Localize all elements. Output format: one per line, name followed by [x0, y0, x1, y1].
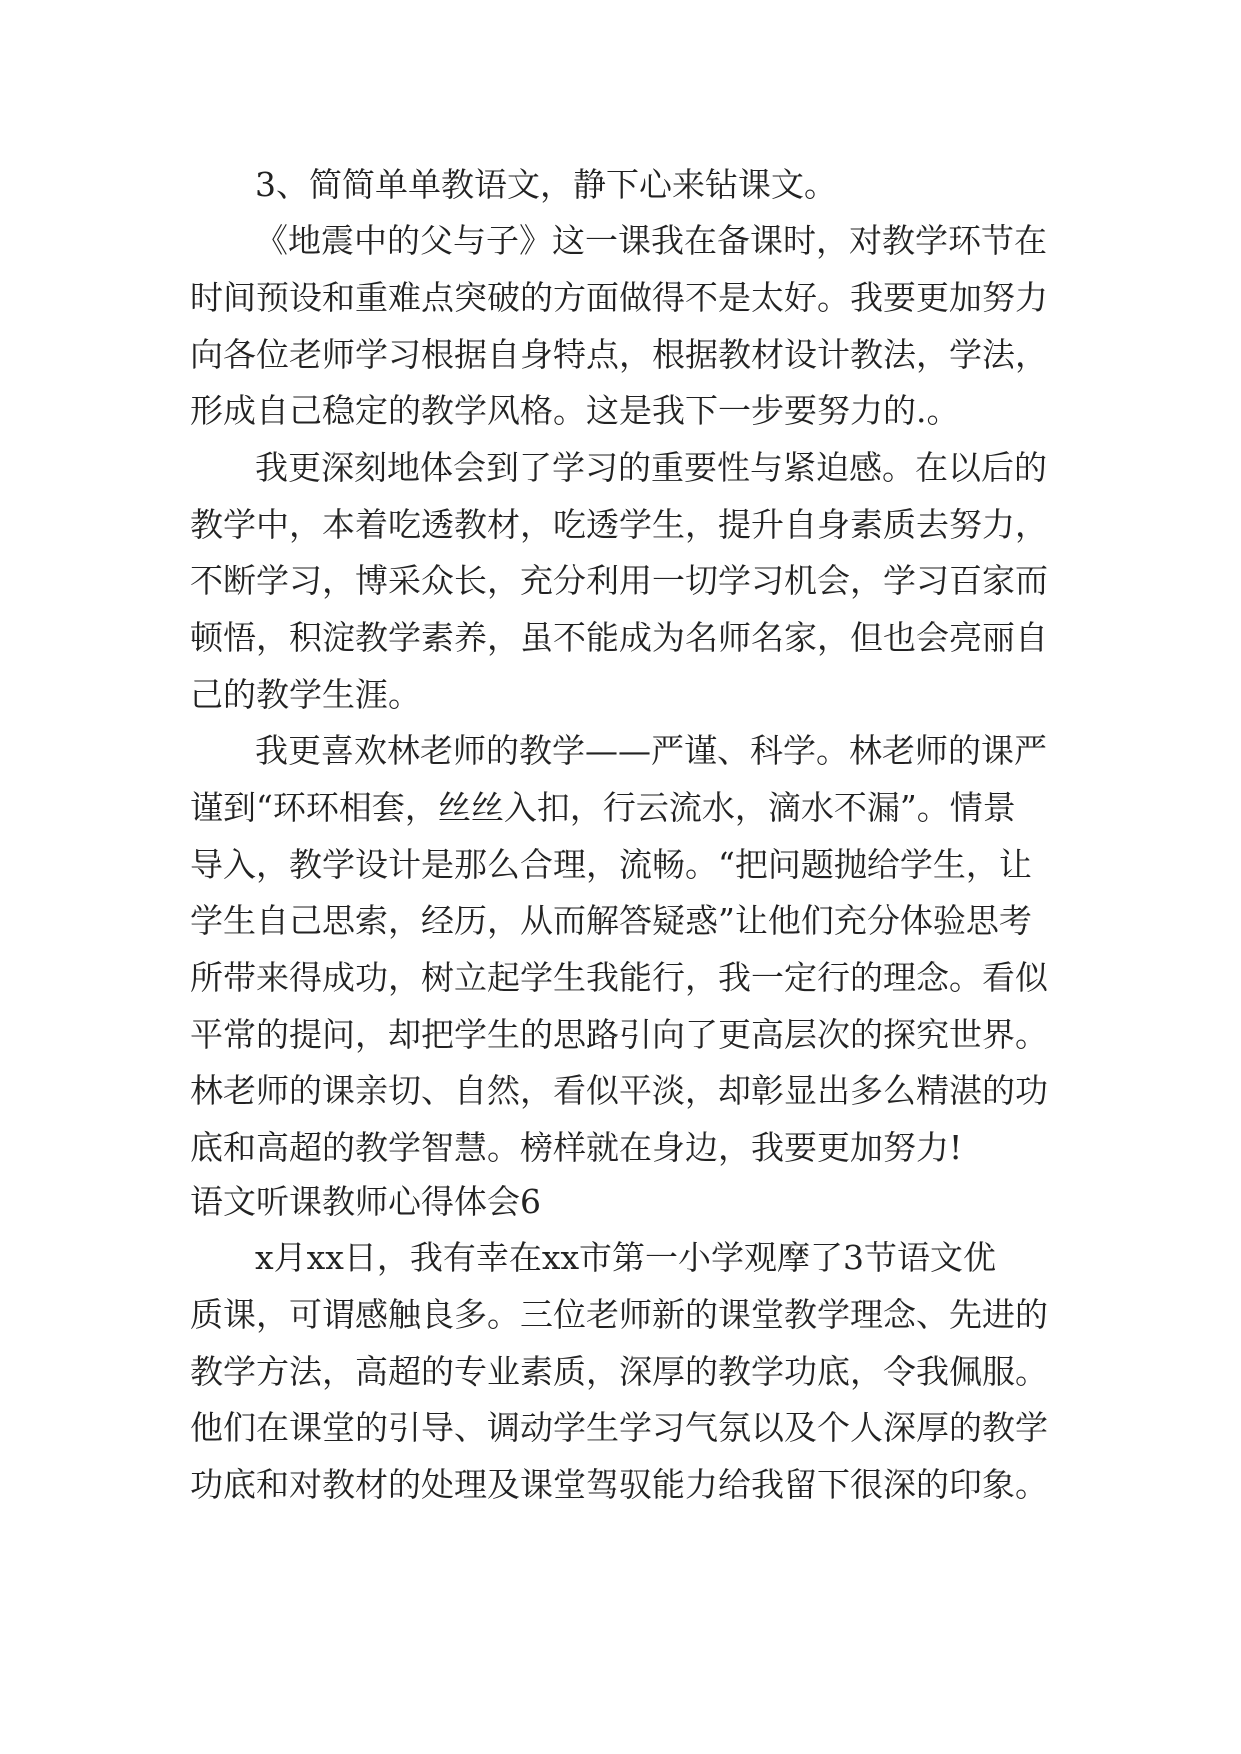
paragraph-line: 时间预设和重难点突破的方面做得不是太好。我要更加努力 [190, 278, 1048, 317]
paragraph-line: 我更喜欢林老师的教学——严谨、科学。林老师的课严 [255, 731, 1047, 770]
paragraph-line: 质课，可谓感触良多。三位老师新的课堂教学理念、先进的 [190, 1295, 1048, 1334]
paragraph-line: 己的教学生涯。 [190, 675, 421, 714]
paragraph-line: 平常的提问，却把学生的思路引向了更高层次的探究世界。 [190, 1015, 1048, 1054]
paragraph-line: 功底和对教材的处理及课堂驾驭能力给我留下很深的印象。 [190, 1465, 1048, 1504]
paragraph-line: 教学中，本着吃透教材，吃透学生，提升自身素质去努力， [190, 505, 1048, 544]
paragraph-line: x月xx日，我有幸在xx市第一小学观摩了3节语文优 [255, 1238, 997, 1277]
section-heading: 语文听课教师心得体会6 [190, 1182, 541, 1221]
paragraph-line: 不断学习，博采众长，充分利用一切学习机会，学习百家而 [190, 561, 1048, 600]
paragraph-line: 《地震中的父与子》这一课我在备课时，对教学环节在 [255, 221, 1047, 260]
paragraph-line: 导入，教学设计是那么合理，流畅。“把问题抛给学生，让 [190, 845, 1032, 884]
paragraph-line: 林老师的课亲切、自然，看似平淡，却彰显出多么精湛的功 [190, 1071, 1048, 1110]
paragraph-line: 形成自己稳定的教学风格。这是我下一步要努力的.。 [190, 391, 960, 430]
paragraph-line: 3、简简单单教语文，静下心来钻课文。 [255, 165, 837, 204]
paragraph-line: 教学方法，高超的专业素质，深厚的教学功底，令我佩服。 [190, 1352, 1048, 1391]
paragraph-line: 顿悟，积淀教学素养，虽不能成为名师名家，但也会亮丽自 [190, 618, 1048, 657]
paragraph-line: 向各位老师学习根据自身特点，根据教材设计教法，学法， [190, 335, 1048, 374]
paragraph-line: 所带来得成功，树立起学生我能行，我一定行的理念。看似 [190, 958, 1048, 997]
paragraph-line: 底和高超的教学智慧。榜样就在身边，我要更加努力! [190, 1128, 963, 1167]
paragraph-line: 谨到“环环相套，丝丝入扣，行云流水，滴水不漏”。情景 [190, 788, 1016, 827]
paragraph-line: 我更深刻地体会到了学习的重要性与紧迫感。在以后的 [255, 448, 1047, 487]
paragraph-line: 学生自己思索，经历，从而解答疑惑”让他们充分体验思考 [190, 901, 1032, 940]
paragraph-line: 他们在课堂的引导、调动学生学习气氛以及个人深厚的教学 [190, 1408, 1048, 1447]
